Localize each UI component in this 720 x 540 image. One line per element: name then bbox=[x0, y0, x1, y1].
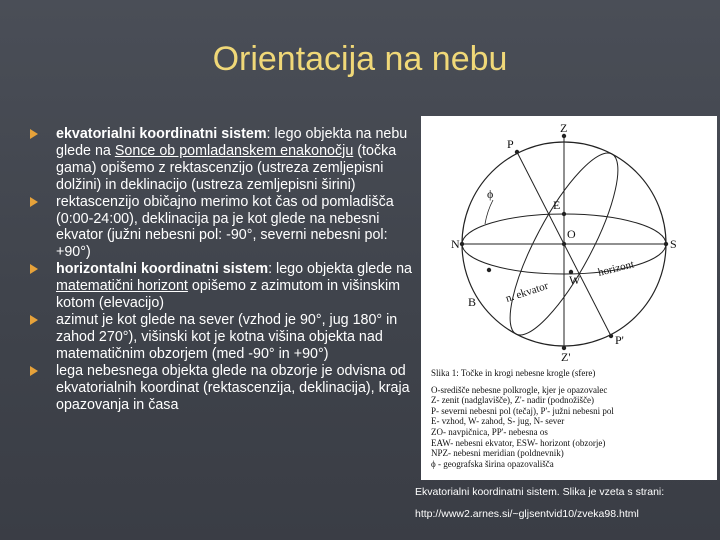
bullet-text: : lego objekta glede na bbox=[268, 261, 412, 278]
bullet-item bbox=[30, 363, 420, 414]
page-title: Orientacija na nebu bbox=[212, 40, 508, 78]
bullet-item bbox=[30, 261, 420, 312]
label-b: B bbox=[468, 295, 477, 309]
label-west: W bbox=[569, 273, 581, 287]
bullet-underlined-text: matematični horizont bbox=[56, 278, 188, 295]
figure-legend bbox=[431, 368, 711, 469]
latitude-arc bbox=[485, 200, 493, 224]
label-south: S bbox=[670, 237, 677, 251]
legend-line: Slika 1: Točke in krogi nebesne krogle (sfere) bbox=[431, 368, 596, 378]
label-north: N bbox=[451, 237, 460, 251]
bullet-item bbox=[30, 312, 420, 363]
celestial-sphere-diagram bbox=[421, 116, 717, 366]
legend-line: P- severni nebesni pol (tečaj), P'- južni nebesni pol bbox=[431, 405, 614, 416]
celestial-sphere-figure bbox=[421, 116, 717, 480]
bullet-bold-term: horizontalni koordinatni sistem bbox=[56, 261, 269, 278]
bullet-text: rektascenzijo običajno merimo kot čas od pomladišča (0:00-24:00), deklinacija pa je kot glede na nebesni ekvator (južni nebesni pol: -90°, severni nebesni pol: +90°) bbox=[56, 193, 394, 261]
source-link[interactable]: http://www2.arnes.si/~gljsentvid10/zveka98.html bbox=[415, 508, 639, 520]
label-horizon: horizont bbox=[596, 258, 636, 279]
bullet-arrow-icon bbox=[30, 197, 38, 207]
label-equator: n. ekvator bbox=[504, 279, 550, 305]
legend-line: E- vzhod, W- zahod, S- jug, N- sever bbox=[431, 416, 565, 427]
north-point bbox=[460, 242, 464, 246]
label-east: E bbox=[553, 198, 561, 212]
bullet-arrow-icon bbox=[30, 315, 38, 325]
legend-line: O-središče nebesne polkrogle, kjer je opazovalec bbox=[431, 384, 608, 395]
north-pole-point bbox=[515, 150, 519, 154]
bullet-text: opišemo z azimutom in višinskim kotom (elevacijo) bbox=[56, 278, 401, 312]
label-latitude: ϕ bbox=[487, 187, 494, 201]
legend-line: Z- zenit (nadglavišče), Z'- nadir (podnožišče) bbox=[431, 395, 595, 406]
bullet-underlined-text: Sonce ob pomladanskem enakonočju bbox=[114, 142, 354, 159]
legend-line: ϕ - geografska širina opazovališča bbox=[431, 458, 554, 469]
label-north-pole: P bbox=[507, 137, 514, 151]
legend-line: NPZ- nebesni meridian (poldnevnik) bbox=[431, 448, 564, 459]
bullet-item bbox=[30, 194, 420, 262]
bullet-list bbox=[30, 126, 420, 413]
bullet-text: (točka gama) opišemo z rektascenzijo (ustreza zemljepisni dolžini) in deklinacijo (ustreza zemljepisni širini) bbox=[56, 142, 397, 193]
label-nadir: Z' bbox=[561, 350, 571, 364]
bullet-arrow-icon bbox=[30, 129, 38, 139]
south-point bbox=[664, 242, 668, 246]
bullet-arrow-icon bbox=[30, 264, 38, 274]
label-center: O bbox=[567, 227, 576, 241]
south-pole-point bbox=[609, 334, 613, 338]
legend-line: EAW- nebesni ekvator, ESW- horizont (obzorje) bbox=[431, 437, 606, 448]
label-zenith: Z bbox=[560, 121, 568, 135]
legend-line: ZO- navpičnica, PP'- nebesna os bbox=[431, 426, 548, 437]
bullet-bold-term: ekvatorialni koordinatni sistem bbox=[56, 126, 267, 142]
center-point bbox=[562, 242, 566, 246]
label-south-pole: P' bbox=[615, 333, 624, 347]
bullet-arrow-icon bbox=[30, 366, 38, 376]
bullet-item bbox=[30, 126, 420, 194]
bullet-text: azimut je kot glede na sever (vzhod je 90°, jug 180° in zahod 270°), višinski kot je kotna višina objekta nad matematičnim obzorjem (med -90° in +90°) bbox=[56, 311, 398, 362]
bullet-text: lega nebesnega objekta glede na obzorje je odvisna od ekvatorialnih koordinat (rektascenzija, deklinacija), kraja opazovanja in časa bbox=[56, 362, 410, 413]
figure-caption: Ekvatorialni koordinatni sistem. Slika je vzeta s strani: bbox=[415, 486, 665, 498]
east-point bbox=[562, 212, 566, 216]
b-point bbox=[487, 268, 491, 272]
bullet-text: : lego objekta na nebu glede na bbox=[56, 126, 408, 159]
